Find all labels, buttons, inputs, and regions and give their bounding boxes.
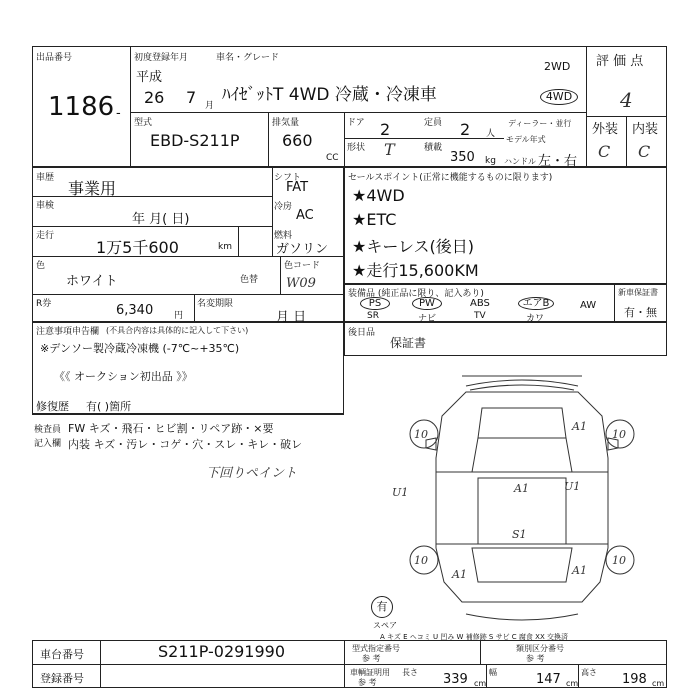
divider xyxy=(586,46,587,167)
equipment-leather: カワ xyxy=(526,314,545,324)
name-change-label: 名変期限 xyxy=(197,299,234,309)
model-year-label: モデル年式 xyxy=(506,135,546,144)
sales-points-label: セールスポイント(正常に機能するものに限ります) xyxy=(348,173,553,183)
handle-value: 左・右 xyxy=(538,154,578,169)
notes-line2: 《《 オークション初出品 》》 xyxy=(54,370,193,383)
width-value: 147 xyxy=(536,672,561,687)
divider xyxy=(626,116,627,167)
load-label: 積載 xyxy=(424,143,443,153)
fuel-label: 燃料 xyxy=(274,231,293,241)
drive-2wd: 2WD xyxy=(544,60,571,73)
designation-label: 型式指定番号 xyxy=(352,644,400,653)
ac-value: AC xyxy=(296,208,314,223)
color-code-label: 色コード xyxy=(284,261,321,271)
notes-label-note: (不具合内容は具体的に記入して下さい) xyxy=(106,326,249,335)
equipment-aw: AW xyxy=(580,300,597,311)
exterior-value: C xyxy=(598,142,611,161)
damage-mark: A1 xyxy=(572,564,587,577)
reg-year: 26 xyxy=(144,88,165,107)
sales-point-item: ★キーレス(後日) xyxy=(352,237,475,256)
damage-legend: A キズ E ヘコミ U 凹み W 補修跡 S サビ C 腐食 XX 交換済 xyxy=(380,633,568,641)
height-label: 高さ xyxy=(581,668,597,677)
dims-ref: 参 考 xyxy=(358,678,377,687)
damage-mark: U1 xyxy=(564,480,581,493)
type-value: EBD-S211P xyxy=(150,131,240,150)
repair-value: 有( )箇所 xyxy=(86,400,132,413)
damage-mark: 10 xyxy=(612,428,626,441)
color-label: 色 xyxy=(36,261,46,271)
displacement-value: 660 xyxy=(282,131,313,150)
divider xyxy=(578,664,579,688)
name-change-value: 月 日 xyxy=(276,310,307,325)
repair-label: 修復歴 xyxy=(36,400,69,413)
chassis-value: S211P-0291990 xyxy=(158,642,286,661)
drive-4wd-circled: 4WD xyxy=(540,89,578,105)
spare-caption: スペア xyxy=(373,621,397,630)
color-code-value: W09 xyxy=(286,276,316,291)
sales-point-item: ★走行15,600KM xyxy=(352,261,479,280)
equipment-sr: SR xyxy=(367,311,379,321)
doors-value: 2 xyxy=(380,120,391,139)
width-unit: cm xyxy=(566,679,579,688)
handwritten-note: 下回りペイント xyxy=(206,466,298,481)
divider xyxy=(32,256,344,257)
color-change-label: 色替 xyxy=(240,275,259,285)
length-value: 339 xyxy=(443,672,468,687)
divider xyxy=(480,640,481,664)
damage-mark: 10 xyxy=(414,554,428,567)
recycle-value: 6,340 xyxy=(116,303,154,318)
length-label: 長さ xyxy=(402,668,418,677)
interior-label: 内装 xyxy=(632,122,659,137)
inspection-label: 車検 xyxy=(36,201,55,211)
equipment-pw-circled: PW xyxy=(412,297,442,310)
car-diagram xyxy=(386,368,658,638)
divider xyxy=(130,112,586,113)
cc-unit: CC xyxy=(326,153,339,163)
divider xyxy=(268,112,269,167)
color-value: ホワイト xyxy=(66,274,118,289)
reg-month: 7 xyxy=(186,88,197,107)
designation-ref: 参 考 xyxy=(362,654,381,663)
grade-label: 評 価 点 xyxy=(596,54,644,69)
divider xyxy=(32,196,272,197)
capacity-value: 2 xyxy=(460,120,471,139)
doors-label: ドア xyxy=(347,118,365,128)
category-ref: 参 考 xyxy=(526,654,545,663)
ac-label: 冷房 xyxy=(274,202,293,212)
sales-point-item: ★4WD xyxy=(352,186,405,205)
mileage-value: 1万5千600 xyxy=(96,238,179,257)
lot-number: 1186 xyxy=(48,92,115,122)
shape-label: 形状 xyxy=(347,143,366,153)
chassis-label: 車台番号 xyxy=(40,648,84,661)
divider xyxy=(32,294,344,295)
model-name-label: 車名・グレード xyxy=(216,53,280,63)
inspector-label-2: 記入欄 xyxy=(34,439,62,449)
reg-label: 登録番号 xyxy=(40,672,84,685)
divider xyxy=(194,294,195,322)
damage-mark: A1 xyxy=(572,420,587,433)
width-label: 幅 xyxy=(489,668,497,677)
height-value: 198 xyxy=(622,672,647,687)
equipment-airbag-circled: エアB xyxy=(518,297,554,310)
divider xyxy=(486,664,487,688)
category-label: 類別区分番号 xyxy=(516,644,564,653)
month-unit: 月 xyxy=(205,101,215,111)
capacity-label: 定員 xyxy=(424,118,443,128)
divider xyxy=(130,46,131,167)
sales-point-item: ★ETC xyxy=(352,210,397,229)
inspector-label: 検査員 xyxy=(34,425,62,435)
divider xyxy=(238,226,239,256)
dealer-label: ディーラー・並行 xyxy=(508,119,572,128)
mileage-unit: km xyxy=(218,242,232,252)
lot-label: 出品番号 xyxy=(36,53,73,63)
divider xyxy=(32,226,272,227)
damage-mark: 10 xyxy=(414,428,428,441)
load-value: 350 xyxy=(450,150,475,165)
divider xyxy=(344,138,504,139)
inspector-row-fw: FW キズ・飛石・ヒビ割・リペア跡・×要 xyxy=(68,422,274,435)
notes-label: 注意事項申告欄 xyxy=(36,327,100,337)
damage-mark: 10 xyxy=(612,554,626,567)
shift-label: シフト xyxy=(274,173,302,183)
spare-tire-mark: 有 xyxy=(371,596,393,618)
history-label: 車歴 xyxy=(36,173,55,183)
first-reg-label: 初度登録年月 xyxy=(134,53,189,63)
damage-mark: A1 xyxy=(514,482,529,495)
history-value: 事業用 xyxy=(68,179,117,198)
equipment-tv: TV xyxy=(474,311,486,321)
equipment-navi: ナビ xyxy=(418,314,437,324)
load-unit: kg xyxy=(485,156,496,166)
displacement-label: 排気量 xyxy=(272,118,300,128)
exterior-label: 外装 xyxy=(592,122,619,137)
after-items-value: 保証書 xyxy=(390,336,427,350)
divider xyxy=(344,664,667,665)
divider xyxy=(32,414,344,415)
equipment-ps-circled: PS xyxy=(360,297,390,310)
capacity-unit: 人 xyxy=(486,129,496,139)
after-items-label: 後日品 xyxy=(348,328,376,338)
damage-mark: A1 xyxy=(452,568,467,581)
damage-mark: U1 xyxy=(392,486,409,499)
recycle-label: R券 xyxy=(36,299,52,309)
recycle-unit: 円 xyxy=(174,311,184,321)
divider xyxy=(272,167,273,256)
vehicle-name: ﾊｲｾﾞｯﾄT 4WD 冷蔵・冷凍車 xyxy=(222,85,437,105)
equipment-abs: ABS xyxy=(470,298,490,309)
inspector-row-interior: 内装 キズ・汚レ・コゲ・穴・スレ・キレ・破レ xyxy=(68,438,303,451)
shift-value: FAT xyxy=(286,180,309,195)
divider xyxy=(280,256,281,294)
length-unit: cm xyxy=(474,679,487,688)
notes-line1: ※デンソー製冷蔵冷凍機 (-7℃~+35℃) xyxy=(40,342,240,355)
type-label: 型式 xyxy=(134,118,153,128)
shape-value: T xyxy=(384,140,395,159)
era: 平成 xyxy=(136,70,163,85)
warranty-value: 有・無 xyxy=(624,306,657,319)
mileage-label: 走行 xyxy=(36,231,55,241)
damage-mark: S1 xyxy=(512,528,527,541)
lot-dash: - xyxy=(116,106,121,121)
warranty-label: 新車保証書 xyxy=(618,288,658,297)
dims-label: 車輌証明用 xyxy=(350,668,390,677)
handle-label: ハンドル xyxy=(504,157,536,166)
divider xyxy=(344,112,345,167)
fuel-value: ガソリン xyxy=(276,242,329,257)
interior-value: C xyxy=(638,142,651,161)
divider xyxy=(614,284,615,322)
divider xyxy=(100,640,101,688)
inspection-value: 年 月( 日) xyxy=(132,212,190,227)
grade-value: 4 xyxy=(620,88,633,112)
height-unit: cm xyxy=(652,679,665,688)
equipment-label: 装備品 (純正品に限り、記入あり) xyxy=(348,289,484,299)
divider xyxy=(32,664,344,665)
